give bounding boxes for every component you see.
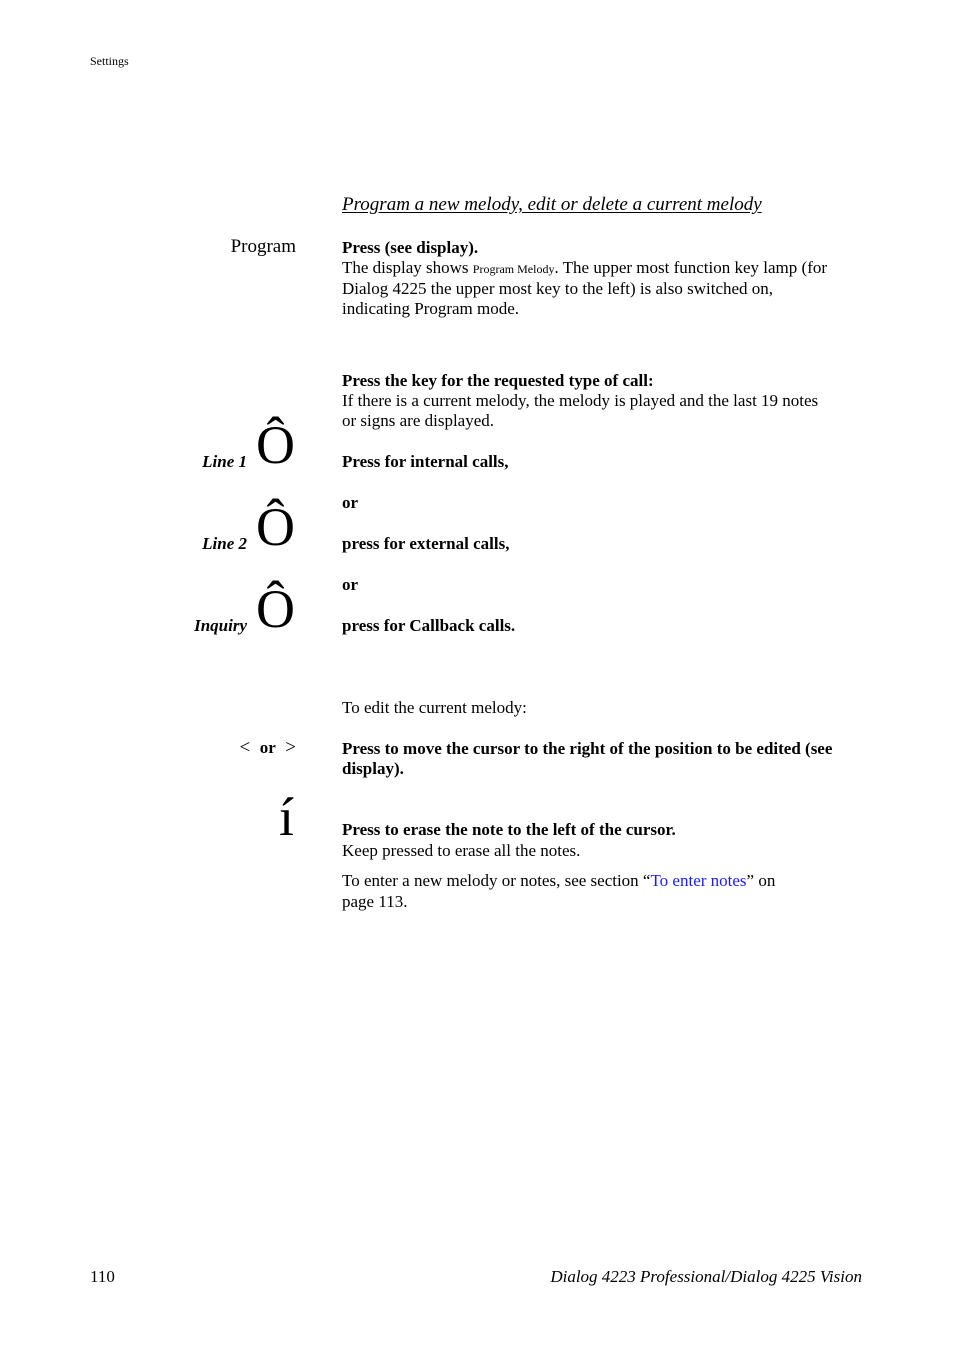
reference-line2: page 113. [342, 892, 408, 911]
inquiry-key-icon: Ô [256, 579, 295, 639]
inquiry-key-label: Inquiry [194, 616, 247, 635]
display-text: Program Melody [472, 262, 555, 276]
page-number: 110 [90, 1267, 115, 1286]
program-key-label: Program [230, 236, 296, 257]
footer-doc-title: Dialog 4223 Professional/Dialog 4225 Vision [550, 1267, 862, 1286]
call-type-instruction: Press the key for the requested type of call: [342, 371, 654, 390]
call-type-line1: If there is a current melody, the melody is played and the last 19 notes [342, 391, 819, 410]
program-text-line3: indicating Program mode. [342, 299, 520, 318]
call-type-line2: or signs are displayed. [342, 411, 495, 430]
line2-key-icon: Ô [256, 497, 295, 557]
line1-instruction: Press for internal calls, [342, 452, 509, 471]
program-text-line1: The display shows Program Melody. The upper most function key lamp (for [342, 258, 828, 277]
move-cursor-line1: Press to move the cursor to the right of the position to be edited (see [342, 739, 833, 758]
or-text-1: or [342, 493, 359, 512]
arrow-keys: < or > [239, 737, 296, 758]
line2-instruction: press for external calls, [342, 534, 510, 553]
line2-key-label: Line 2 [202, 534, 247, 553]
inquiry-instruction: press for Callback calls. [342, 616, 516, 635]
program-instruction: Press (see display). [342, 238, 479, 257]
running-header: Settings [90, 54, 129, 68]
erase-instruction: Press to erase the note to the left of the cursor. [342, 820, 676, 839]
line1-key-icon: Ô [256, 415, 295, 475]
move-cursor-line2: display). [342, 759, 404, 778]
clear-key-icon: í [279, 787, 295, 847]
section-title: Program a new melody, edit or delete a current melody [342, 194, 762, 215]
reference-line1: To enter a new melody or notes, see section “To enter notes” on [342, 871, 776, 890]
program-text-line2: Dialog 4225 the upper most key to the left) is also switched on, [342, 279, 774, 298]
erase-note: Keep pressed to erase all the notes. [342, 841, 581, 860]
right-arrow-icon: > [285, 737, 296, 758]
to-enter-notes-link[interactable]: To enter notes [650, 871, 747, 890]
left-arrow-icon: < [239, 737, 251, 758]
or-text-2: or [342, 575, 359, 594]
line1-key-label: Line 1 [202, 452, 247, 471]
edit-intro: To edit the current melody: [342, 698, 527, 717]
